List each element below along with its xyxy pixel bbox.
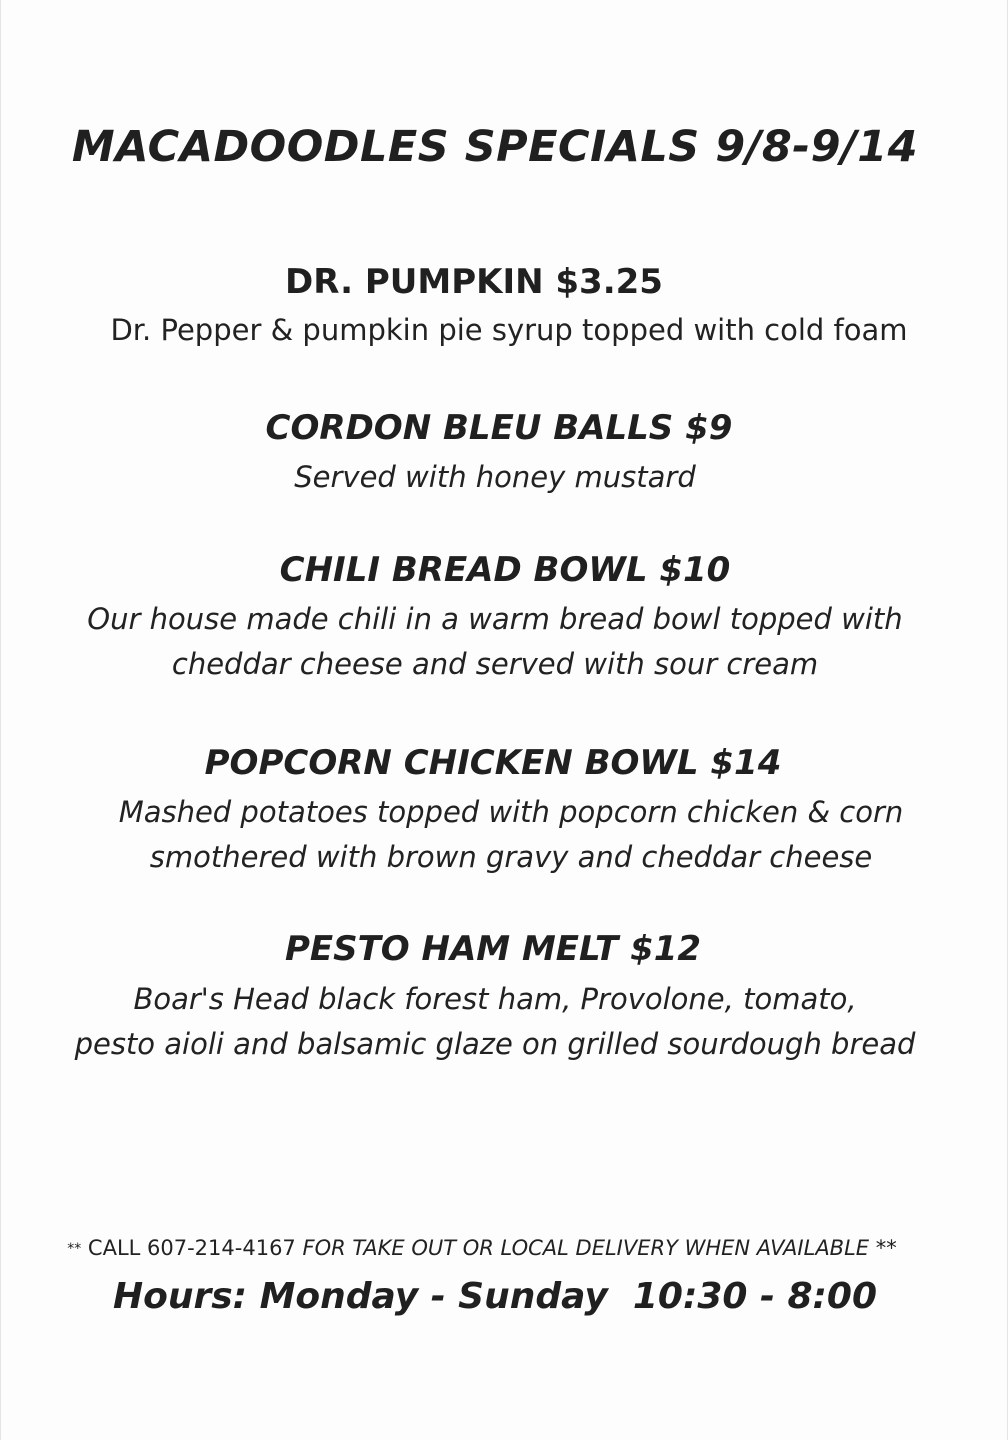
description-line: cheddar cheese and served with sour cream (171, 647, 819, 681)
description-line: Boar's Head black forest ham, Provolone, tomato, (133, 982, 857, 1016)
description-line: Our house made chili in a warm bread bowl topped with (87, 602, 903, 636)
description-line: pesto aioli and balsamic glaze on grilled sourdough bread (74, 1027, 916, 1061)
page-title: MACADOODLES SPECIALS 9/8-9/14 (71, 122, 919, 172)
item-name-cordon-bleu-balls: CORDON BLEU BALLS $9 (265, 408, 733, 448)
item-description-pesto-ham-melt (0, 977, 993, 1067)
description-line: Mashed potatoes topped with popcorn chicken & corn (118, 795, 904, 829)
asterisks-right: ** (875, 1236, 897, 1260)
asterisks-left: ** (67, 1241, 82, 1257)
item-name-popcorn-chicken-bowl: POPCORN CHICKEN BOWL $14 (204, 743, 782, 783)
call-delivery-text: FOR TAKE OUT OR LOCAL DELIVERY WHEN AVAILABLE (302, 1236, 870, 1260)
opening-hours: Hours: Monday - Sunday 10:30 - 8:00 (112, 1276, 878, 1317)
item-description-popcorn-chicken-bowl (13, 790, 1008, 880)
item-description-chili-bread-bowl (0, 597, 993, 687)
item-name-pesto-ham-melt: PESTO HAM MELT $12 (284, 929, 702, 969)
item-description-dr-pumpkin (11, 308, 1007, 353)
item-name-chili-bread-bowl: CHILI BREAD BOWL $10 (279, 550, 731, 590)
item-description-cordon-bleu-balls (0, 455, 993, 500)
description-line: Dr. Pepper & pumpkin pie syrup topped with cold foam (110, 313, 908, 347)
item-name-dr-pumpkin: DR. PUMPKIN $3.25 (285, 262, 663, 302)
call-phone: CALL 607-214-4167 (87, 1236, 296, 1260)
description-line: smothered with brown gravy and cheddar cheese (149, 840, 873, 874)
description-line: Served with honey mustard (294, 460, 696, 494)
call-notice (1, 1236, 963, 1260)
